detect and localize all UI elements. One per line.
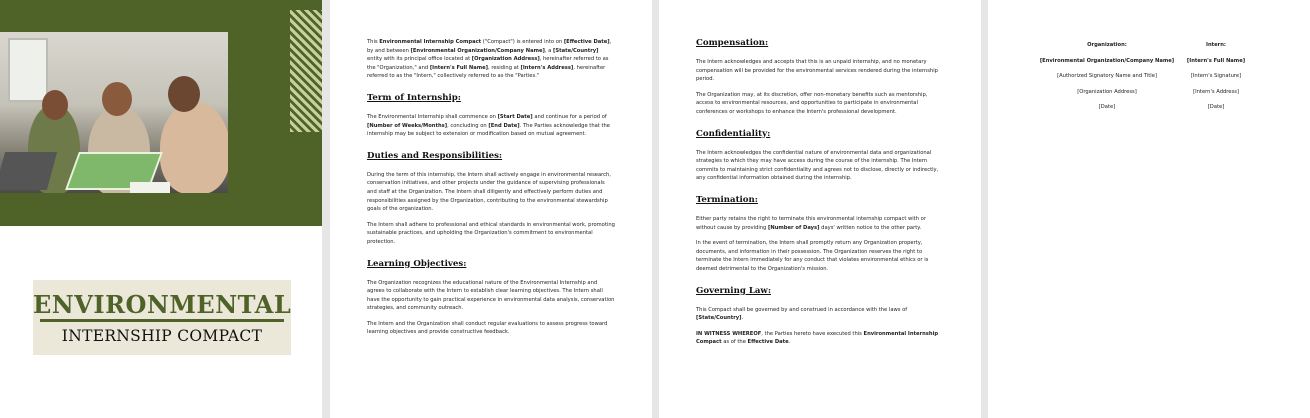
bold-run: [Start Date] [497,113,533,120]
intern-date: [Date] [1207,104,1225,110]
cover-page [0,0,322,418]
heading-governing-law: Governing Law: [696,285,772,296]
document-page-3 [659,0,981,418]
witness-paragraph [696,330,944,347]
text-run: , residing at [488,64,521,71]
bold-run: [Environmental Organization/Company Name] [410,47,545,54]
photo-paper [130,182,170,193]
bold-run: [End Date] [488,122,520,129]
page-3-content [696,38,944,354]
text-run: , a [544,47,554,54]
text-run: , the Parties hereto have executed this [761,330,864,337]
photo-person-right [160,102,228,193]
bold-run: [Effective Date] [563,39,610,45]
organization-heading: Organization: [1087,42,1127,48]
termination-paragraph-2: In the event of termination, the Intern shall promptly return any Organization property, documents, and information in their possession. The Organization reserves the right to terminate the Intern immediately for any conduct that violates environmental ethics or is deemed detrimental to the Organization's mission. [696,240,929,272]
intern-signature-block [1186,38,1246,116]
cover-title: ENVIRONMENTAL [33,290,292,319]
bold-run: [State/Country] [696,315,742,322]
organization-address: [Organization Address] [1077,88,1137,95]
termination-paragraph-1 [696,215,944,232]
text-run: as of the [721,339,748,346]
photo-window [8,38,48,102]
text-run: . [788,339,791,346]
page-2-content [367,38,615,344]
heading-compensation: Compensation: [696,38,769,48]
confidentiality-paragraph: The Intern acknowledges the confidential nature of environmental data and organizational strategies to which they may have access during the course of the internship. The Intern commits to maintaining strict confidentiality and agrees not to disclose, directly or indirectly, any confidential information obtained during the internship. [696,149,939,182]
text-run: ("Compact") is entered into on [481,39,564,45]
heading-confidentiality: Confidentiality: [696,128,771,139]
text-run: The Environmental Internship shall commence on [367,113,498,120]
text-run: , by and between [367,39,612,54]
title-rule [40,319,284,322]
cover-subtitle: INTERNSHIP COMPACT [61,327,263,345]
text-run: This Compact shall be governed by and construed in accordance with the laws of [696,306,908,313]
text-run: This [367,39,380,45]
compensation-paragraph-1: The Intern acknowledges and accepts that this is an unpaid internship, and no monetary compensation will be provided for the environmental services rendered during the internship period. [696,59,938,83]
photo-head-right [168,76,200,112]
organization-date: [Date] [1098,104,1116,110]
heading-learning-objectives: Learning Objectives: [367,258,467,269]
intern-address: [Intern's Address] [1193,88,1239,95]
organization-signatory: [Authorized Signatory Name and Title] [1057,73,1157,79]
compensation-paragraph-2: The Organization may, at its discretion, offer non-monetary benefits such as mentorship, access to environmental resources, and opportunities to participate in environmental conferences or workshops to enhance the Intern's professional development. [696,91,928,115]
governing-law-paragraph [696,306,944,323]
heading-termination: Termination: [696,194,758,205]
organization-signature-block [1030,38,1184,116]
text-run: , hereinafter referred to as the "Intern," collectively referred to as the "Parties." [367,64,606,80]
text-run: , hereinafter referred to as the "Organization," and [367,56,609,71]
text-run: . The Parties acknowledge that the internship may be subject to extension or modification based on mutual agreement. [367,122,611,138]
text-run: entity with its principal office located at [367,56,472,63]
cover-title-box [33,280,291,355]
duties-paragraph-1: During the term of this internship, the Intern shall actively engage in environmental research, conservation initiatives, and other projects under the guidance of supervising professionals and staff at the Organization. The Intern shall diligently and effectively perform duties and responsibilities assigned by the Organization, contributing to the environmental stewardship goals of the organization. [367,171,611,213]
bold-run: [State/Country] [553,47,599,54]
intern-name: [Intern's Full Name] [1186,57,1246,64]
decorative-stripes [290,10,322,132]
heading-duties: Duties and Responsibilities: [367,150,503,161]
bold-run: [Intern's Address] [520,64,574,71]
bold-run: IN WITNESS WHEREOF [696,330,762,337]
organization-name: [Environmental Organization/Company Name] [1039,57,1175,64]
photo-head-middle [102,82,132,116]
photo-head-left [42,90,68,120]
bold-run: Environmental Internship Compact [379,39,482,45]
learning-paragraph-2: The Intern and the Organization shall conduct regular evaluations to assess progress toward learning objectives and provide constructive feedback. [367,320,608,336]
text-run: , concluding on [447,122,489,129]
bold-run: [Organization Address] [471,56,540,63]
text-run: Either party retains the right to terminate this environmental internship compact with or without cause by providing [696,215,926,231]
intro-paragraph [367,38,615,81]
term-paragraph [367,113,615,139]
intern-signature: [Intern's Signature] [1190,73,1242,79]
cover-photo [0,32,228,193]
text-run: days' written notice to the other party. [819,224,922,231]
signature-page [988,0,1310,418]
bold-run: [Number of Days] [767,224,820,231]
duties-paragraph-2: The Intern shall adhere to professional and ethical standards in environmental work, promoting sustainable practices, and upholding the Organization's commitment to environmental protection. [367,221,615,245]
heading-term-of-internship: Term of Internship: [367,92,461,103]
learning-paragraph-1: The Organization recognizes the educational nature of the Environmental Internship and agrees to collaborate with the Intern to establish clear learning objectives. The Intern shall have the opportunity to gain practical experience in environmental data analysis, conservation strategies, and community outreach. [367,279,615,312]
bold-run: [Number of Weeks/Months] [367,122,448,129]
text-run: . [741,315,744,322]
bold-run: Effective Date [747,339,789,346]
intern-heading: Intern: [1206,42,1226,48]
text-run: and continue for a period of [532,113,607,120]
bold-run: Environmental Internship Compact [696,330,939,346]
document-page-2 [330,0,652,418]
bold-run: [Intern's Full Name] [429,64,489,71]
